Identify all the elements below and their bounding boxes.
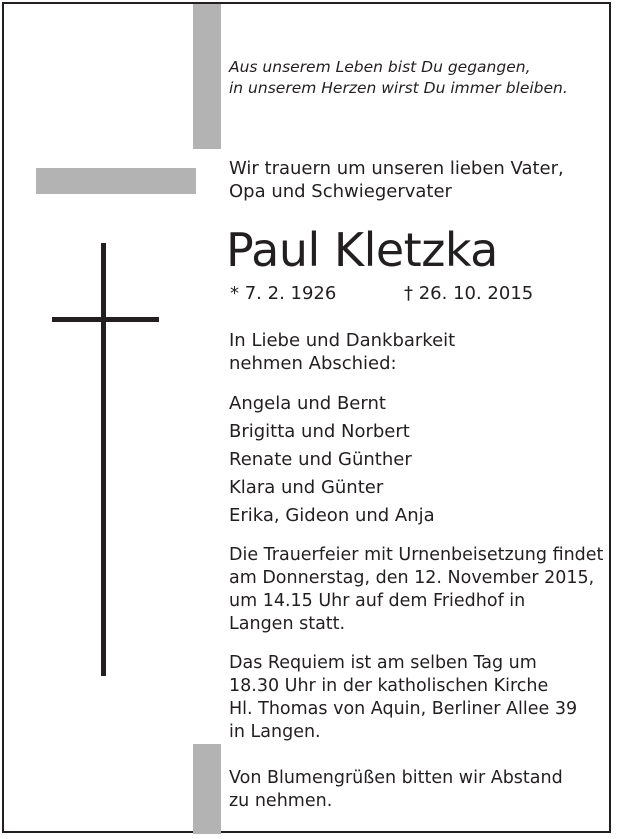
list-item: Erika, Gideon und Anja [229, 505, 435, 526]
flowers-note [229, 767, 563, 813]
cross-icon-beam [52, 317, 159, 322]
ceremony-line: Die Trauerfeier mit Urnenbeisetzung findet [229, 545, 604, 565]
ceremony-line: am Donnerstag, den 12. November 2015, [229, 568, 595, 588]
motto-line: in unserem Herzen wirst Du immer bleiben. [229, 79, 568, 97]
gray-decor-bottom [193, 744, 221, 834]
list-item: Angela und Bernt [229, 393, 386, 414]
death-date: † 26. 10. 2015 [404, 283, 534, 304]
motto [229, 57, 568, 99]
flowers-line: zu nehmen. [229, 791, 333, 811]
ceremony-info [229, 544, 603, 636]
intro-line: Wir trauern um unseren lieben Vater, [229, 158, 564, 179]
farewell-text [229, 329, 455, 375]
farewell-line: In Liebe und Dankbarkeit [229, 330, 456, 351]
farewell-line: nehmen Abschied: [229, 353, 397, 374]
gray-decor-top [193, 4, 221, 149]
requiem-line: in Langen. [229, 722, 321, 742]
requiem-line: 18.30 Uhr in der katholischen Kirche [229, 676, 549, 696]
ceremony-line: Langen statt. [229, 614, 346, 634]
motto-line: Aus unserem Leben bist Du gegangen, [229, 58, 531, 76]
intro-line: Opa und Schwiegervater [229, 181, 452, 202]
gray-decor-bar [36, 168, 196, 194]
requiem-info [229, 652, 577, 744]
family-list [229, 390, 435, 530]
requiem-line: Hl. Thomas von Aquin, Berliner Allee 39 [229, 699, 578, 719]
requiem-line: Das Requiem ist am selben Tag um [229, 653, 537, 673]
list-item: Klara und Günter [229, 477, 384, 498]
birth-date: * 7. 2. 1926 [230, 283, 337, 304]
flowers-line: Von Blumengrüßen bitten wir Abstand [229, 768, 563, 788]
list-item: Renate und Günther [229, 449, 412, 470]
ceremony-line: um 14.15 Uhr auf dem Friedhof in [229, 591, 526, 611]
list-item: Brigitta und Norbert [229, 421, 410, 442]
deceased-name: Paul Kletzka [226, 223, 498, 277]
intro-text [229, 157, 564, 203]
cross-icon [101, 243, 106, 676]
